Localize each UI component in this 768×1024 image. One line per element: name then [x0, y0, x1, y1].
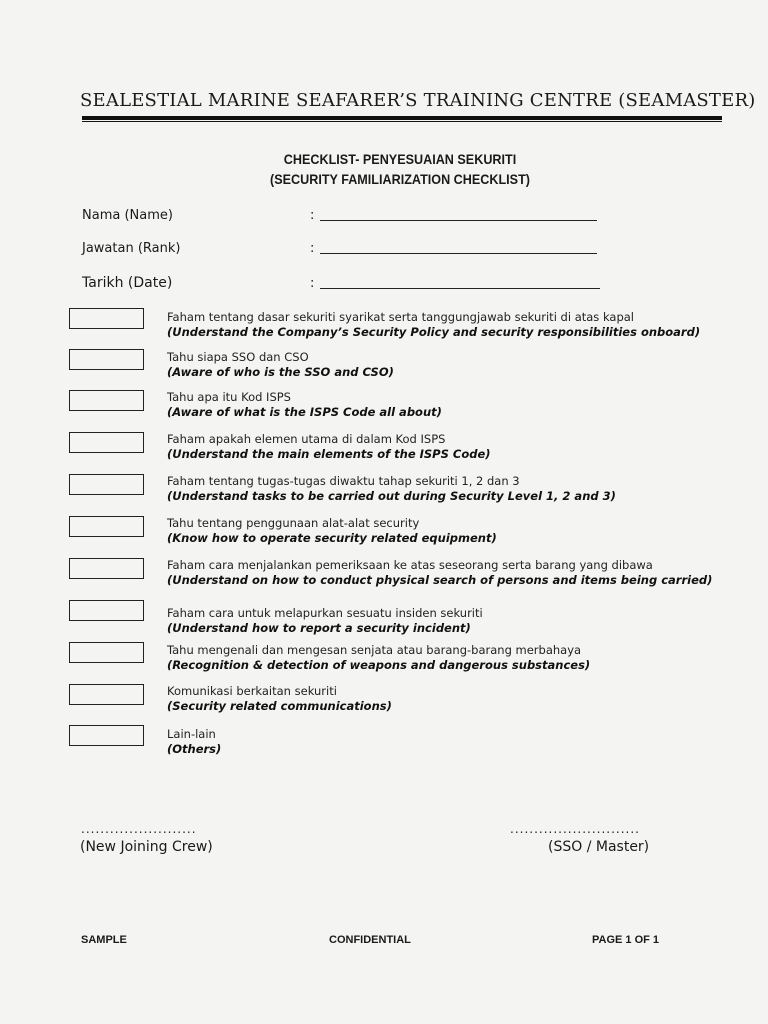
list-item [167, 727, 727, 757]
item-malay-text: Faham cara untuk melapurkan sesuatu insiden sekuriti [167, 606, 483, 620]
item-malay-text: Lain-lain [167, 727, 216, 741]
checkbox-sso-cso[interactable] [69, 349, 144, 370]
checkbox-report-incident[interactable] [69, 600, 144, 621]
date-field[interactable] [320, 288, 600, 289]
checkbox-weapons-detection[interactable] [69, 642, 144, 663]
name-label: Nama (Name) [82, 208, 173, 223]
item-malay-text: Faham cara menjalankan pemeriksaan ke atas seseorang serta barang yang dibawa [167, 558, 653, 572]
checkbox-isps-code[interactable] [69, 390, 144, 411]
item-english-text: (Security related communications) [167, 699, 392, 713]
item-english-text: (Aware of what is the ISPS Code all about) [167, 405, 442, 419]
item-english-text: (Aware of who is the SSO and CSO) [167, 365, 394, 379]
rank-field[interactable] [320, 253, 597, 254]
name-field[interactable] [320, 220, 597, 221]
item-english-text: (Understand on how to conduct physical search of persons and items being carried) [167, 573, 713, 587]
footer-confidential: CONFIDENTIAL [329, 934, 411, 946]
checkbox-isps-elements[interactable] [69, 432, 144, 453]
item-malay-text: Faham tentang tugas-tugas diwaktu tahap sekuriti 1, 2 dan 3 [167, 474, 520, 488]
organization-title: SEALESTIAL MARINE SEAFARER’S TRAINING CENTRE (SEAMASTER) [80, 90, 756, 111]
checklist-subtitle: (SECURITY FAMILIARIZATION CHECKLIST) [270, 171, 530, 187]
item-english-text: (Know how to operate security related equipment) [167, 531, 497, 545]
list-item [167, 474, 727, 504]
item-malay-text: Tahu apa itu Kod ISPS [167, 390, 291, 404]
item-english-text: (Others) [167, 742, 222, 756]
item-english-text: (Understand tasks to be carried out during Security Level 1, 2 and 3) [167, 489, 616, 503]
checklist-title: CHECKLIST- PENYESUAIAN SEKURITI [283, 151, 517, 167]
list-item [167, 558, 727, 588]
list-item [167, 684, 727, 714]
footer-sample: SAMPLE [81, 934, 127, 946]
list-item [167, 350, 727, 380]
item-malay-text: Tahu siapa SSO dan CSO [167, 350, 309, 364]
date-label: Tarikh (Date) [82, 275, 173, 291]
item-malay-text: Faham tentang dasar sekuriti syarikat serta tanggungjawab sekuriti di atas kapal [167, 310, 634, 324]
item-english-text: (Understand how to report a security incident) [167, 621, 471, 635]
item-english-text: (Recognition & detection of weapons and dangerous substances) [167, 658, 591, 672]
list-item [167, 643, 727, 673]
item-english-text: (Understand the Company’s Security Policy and security responsibilities onboard) [167, 325, 701, 339]
list-item [167, 516, 727, 546]
signature-line-crew[interactable]: ........................ [81, 822, 197, 836]
list-item [167, 310, 727, 340]
signature-line-master[interactable]: ........................... [510, 822, 640, 836]
rank-label: Jawatan (Rank) [82, 241, 181, 256]
checkbox-physical-search[interactable] [69, 558, 144, 579]
item-english-text: (Understand the main elements of the ISPS Code) [167, 447, 491, 461]
item-malay-text: Tahu tentang penggunaan alat-alat security [167, 516, 420, 530]
date-colon: : [310, 276, 315, 291]
signature-label-crew: (New Joining Crew) [80, 839, 213, 855]
footer-page-number: PAGE 1 OF 1 [592, 934, 660, 946]
list-item [167, 390, 727, 420]
list-item [167, 606, 727, 636]
item-malay-text: Faham apakah elemen utama di dalam Kod ISPS [167, 432, 446, 446]
checkbox-security-communications[interactable] [69, 684, 144, 705]
item-malay-text: Tahu mengenali dan mengesan senjata atau barang-barang merbahaya [167, 643, 582, 657]
checkbox-security-equipment[interactable] [69, 516, 144, 537]
signature-label-master: (SSO / Master) [548, 839, 650, 855]
list-item [167, 432, 727, 462]
header-rule [82, 116, 722, 120]
name-colon: : [310, 208, 315, 223]
rank-colon: : [310, 241, 315, 256]
header-rule-thin [82, 121, 722, 122]
checkbox-security-levels[interactable] [69, 474, 144, 495]
checkbox-security-policy[interactable] [69, 308, 144, 329]
checkbox-others[interactable] [69, 725, 144, 746]
item-malay-text: Komunikasi berkaitan sekuriti [167, 684, 337, 698]
